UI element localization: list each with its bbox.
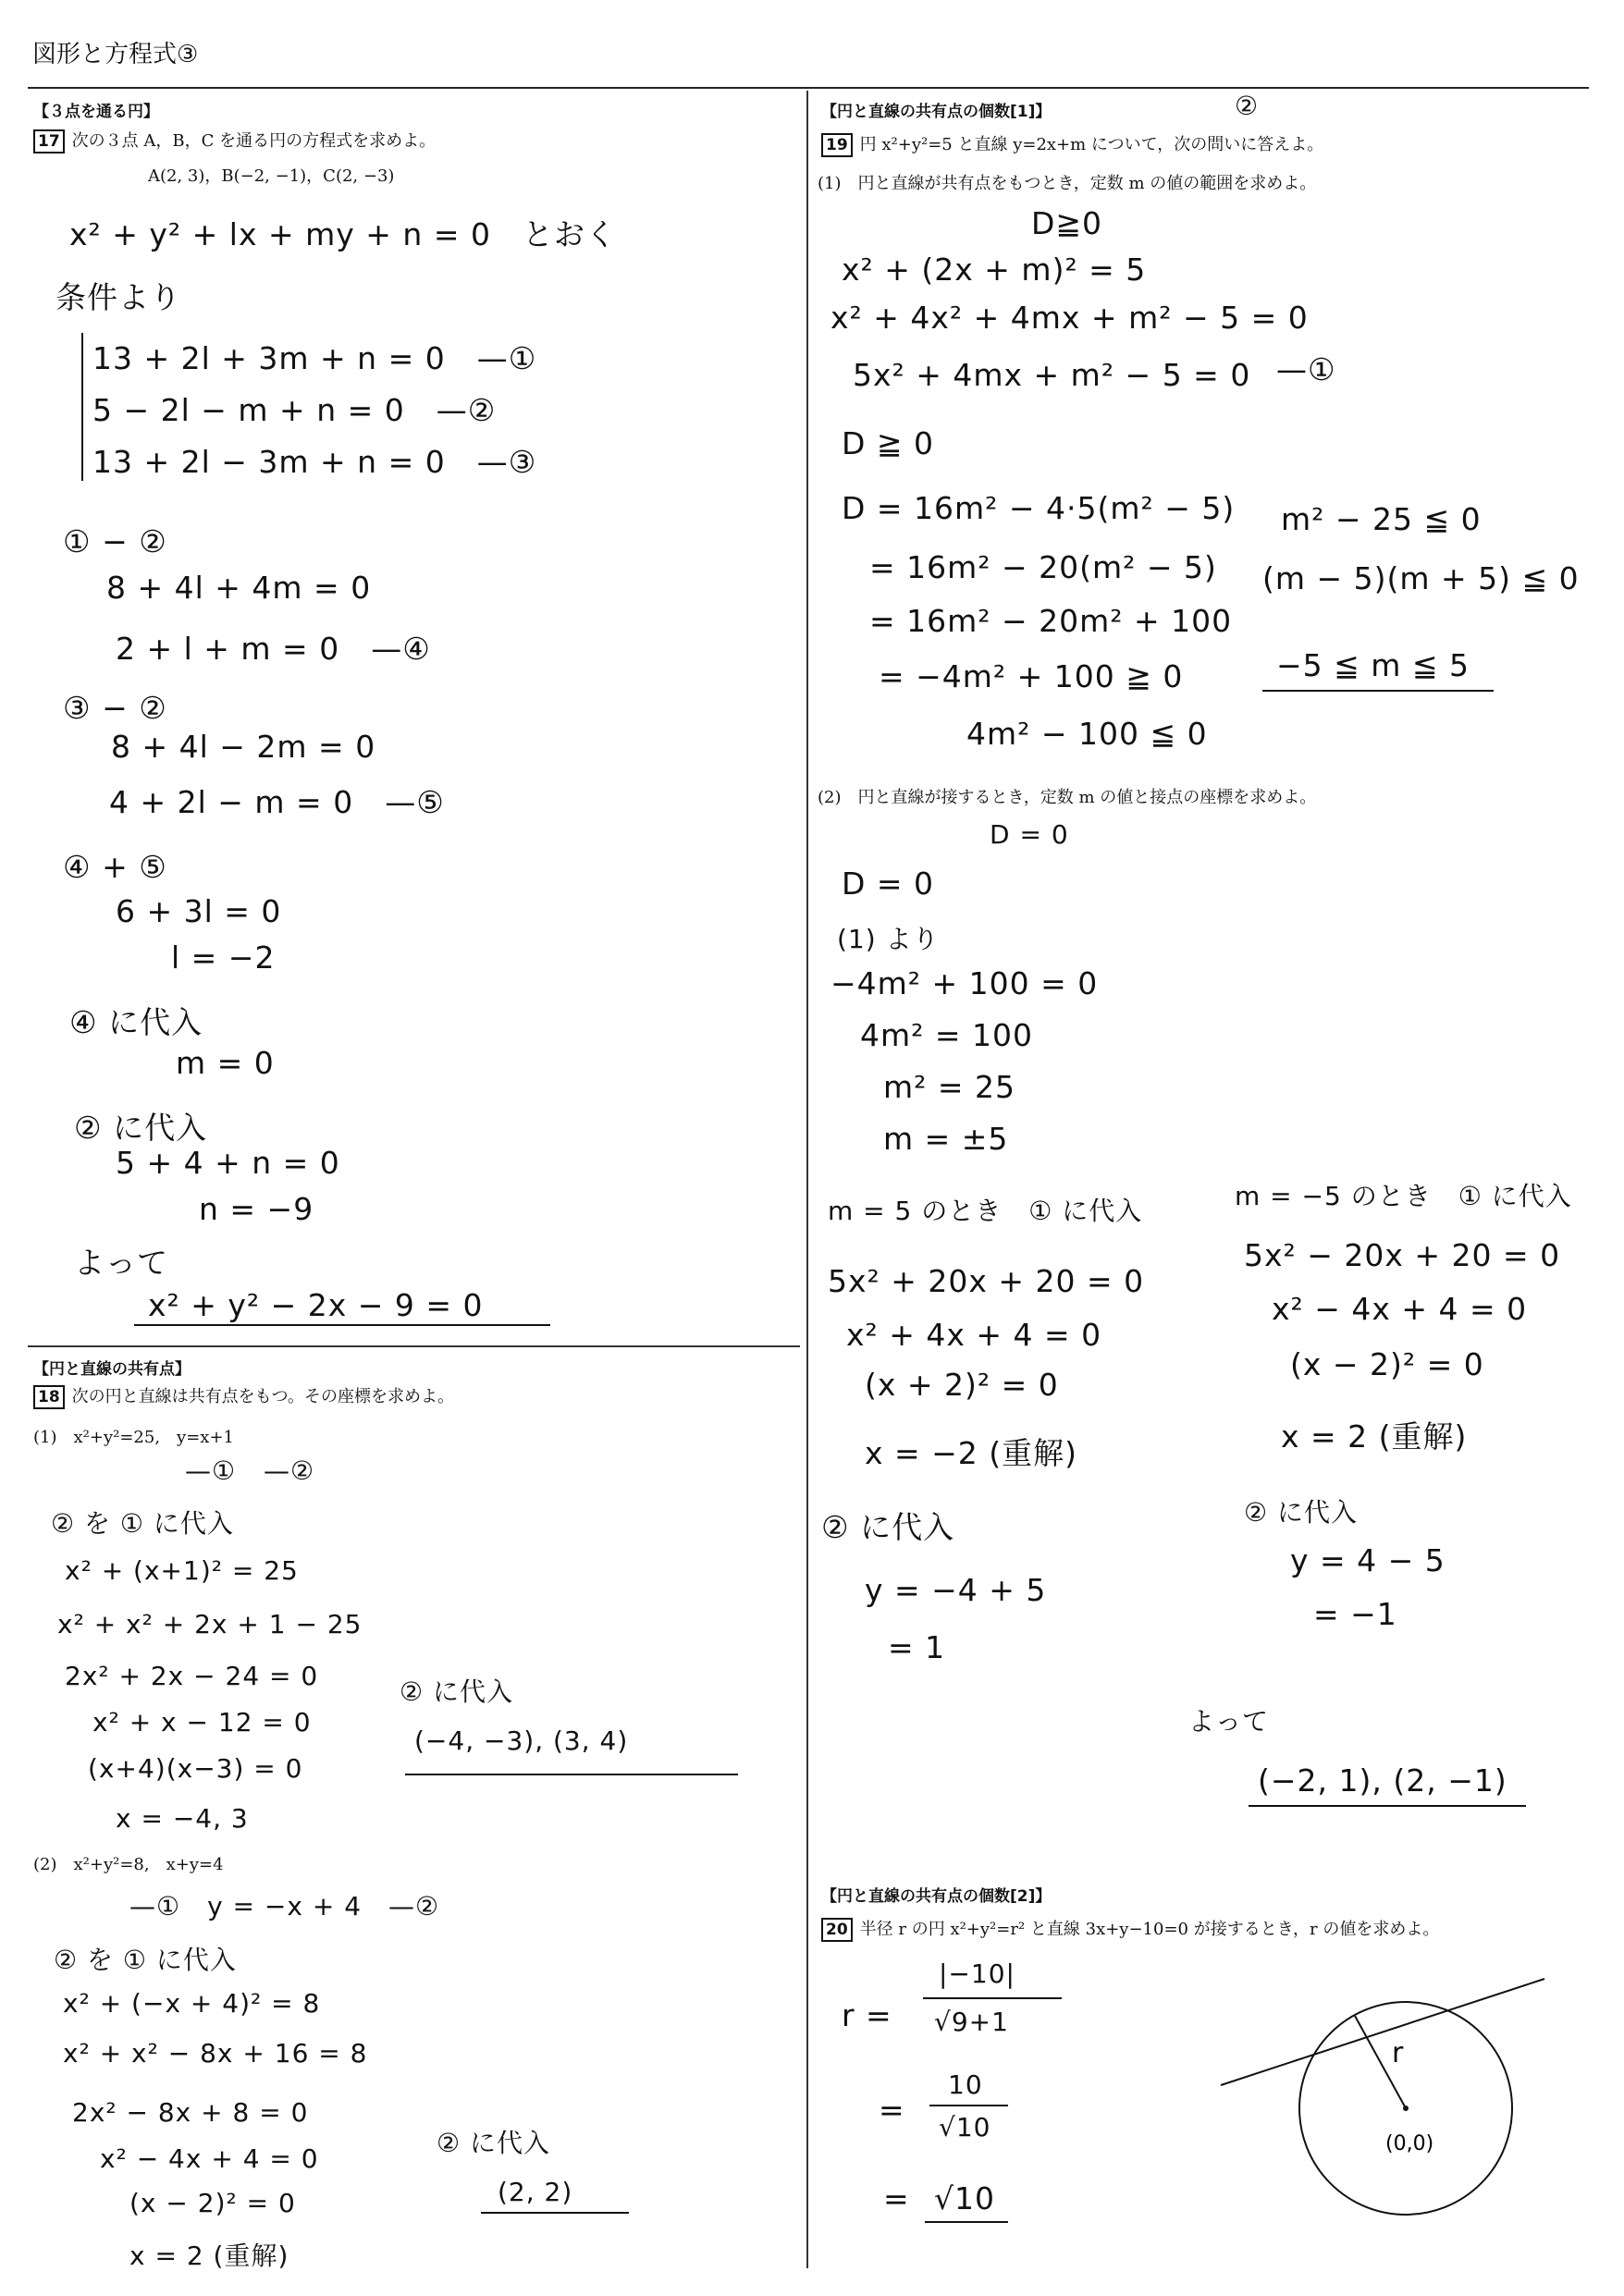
work-line: 5x² + 4mx + m² − 5 = 0 <box>853 357 1251 393</box>
work-line: −4m² + 100 = 0 <box>830 965 1099 1001</box>
problem-19 <box>821 131 1323 157</box>
work-line: r = <box>842 1997 892 2033</box>
problem-17-points: A(2, 3)，B(−2, −1)，C(2, −3) <box>148 166 395 186</box>
work-line: x² − 4x + 4 = 0 <box>100 2143 319 2174</box>
work-line: x² + y² + lx + my + n = 0 とおく <box>69 216 617 252</box>
answer-18-1: (−4, −3), (3, 4) <box>414 1725 629 1756</box>
work-line: 8 + 4l − 2m = 0 <box>111 729 376 765</box>
answer-19-1: −5 ≦ m ≦ 5 <box>1276 647 1470 683</box>
work-line: y = 4 − 5 <box>1290 1542 1446 1578</box>
work-line: —① <box>185 1455 237 1486</box>
problem-text: 半径 r の円 x²+y²=r² と直線 3x+y−10=0 が接するとき，r の値を求めよ。 <box>859 1920 1440 1939</box>
answer-underline <box>1262 690 1494 692</box>
problem-text: 円 x²+y²=5 と直線 y=2x+m について，次の問いに答えよ。 <box>859 135 1324 154</box>
work-line: m = ±5 <box>883 1121 1009 1157</box>
work-line: よって <box>1188 1706 1270 1737</box>
work-line: = 16m² − 20m² + 100 <box>869 603 1233 639</box>
work-line: = −1 <box>1313 1596 1397 1632</box>
work-line: x² + x² − 8x + 16 = 8 <box>63 2038 368 2069</box>
work-line: 5 − 2l − m + n = 0 —② <box>92 392 497 428</box>
work-line: x = 2 (重解) <box>1281 1418 1468 1455</box>
answer-19-2: (−2, 1), (2, −1) <box>1258 1762 1507 1799</box>
work-line: = 1 <box>888 1629 946 1665</box>
work-line: 5x² + 20x + 20 = 0 <box>828 1263 1145 1299</box>
fraction-numerator: |−10| <box>939 1958 1015 1989</box>
radius-label: r <box>1392 2037 1404 2069</box>
work-line: ④ に代入 <box>69 1004 203 1040</box>
work-line: D≧0 <box>1031 205 1103 241</box>
work-line: x² + x² + 2x + 1 − 25 <box>57 1609 363 1639</box>
answer-underline <box>134 1324 550 1326</box>
answer-20: √10 <box>934 2180 996 2216</box>
work-line: (x − 2)² = 0 <box>1290 1346 1484 1382</box>
column-divider <box>806 91 808 2268</box>
problem-number: 18 <box>33 1385 65 1409</box>
work-line: (x − 2)² = 0 <box>129 2188 296 2218</box>
problem-19-q2: (2) 円と直線が接するとき，定数 m の値と接点の座標を求めよ。 <box>818 788 1317 807</box>
answer-17: x² + y² − 2x − 9 = 0 <box>148 1287 484 1323</box>
tangent-line <box>1221 1979 1544 2085</box>
work-line: x² − 4x + 4 = 0 <box>1272 1291 1528 1327</box>
work-line: 13 + 2l − 3m + n = 0 —③ <box>92 444 537 480</box>
section-heading-count-2: 【円と直線の共有点の個数[2]】 <box>821 1887 1052 1906</box>
work-line: m = −5 のとき ① に代入 <box>1235 1181 1572 1211</box>
page-title: 図形と方程式③ <box>32 41 199 68</box>
fraction-denominator: √10 <box>939 2112 991 2143</box>
title-rule <box>28 87 1589 89</box>
work-line: = 16m² − 20(m² − 5) <box>869 549 1217 585</box>
problem-number: 17 <box>33 129 65 153</box>
work-line: D ≧ 0 <box>842 425 935 461</box>
work-line: 2 + l + m = 0 —④ <box>116 631 431 667</box>
work-line: ② に代入 <box>437 2128 551 2158</box>
work-line: x² + (−x + 4)² = 8 <box>63 1988 321 2019</box>
work-line: y = −4 + 5 <box>865 1572 1047 1608</box>
answer-underline <box>481 2212 629 2214</box>
work-line: 2x² − 8x + 8 = 0 <box>72 2097 309 2128</box>
work-line: m = 5 のとき ① に代入 <box>828 1196 1143 1226</box>
problem-text: 次の３点 A，B，C を通る円の方程式を求めよ。 <box>71 131 437 151</box>
work-line: 5x² − 20x + 20 = 0 <box>1244 1237 1561 1273</box>
work-line: x = −4, 3 <box>116 1803 249 1834</box>
problem-text: 次の円と直線は共有点をもつ。その座標を求めよ。 <box>71 1387 454 1406</box>
answer-underline <box>925 2221 1008 2223</box>
work-line: n = −9 <box>199 1191 314 1227</box>
answer-18-2: (2, 2) <box>498 2177 573 2207</box>
system-brace <box>81 333 83 481</box>
fraction-bar <box>923 1997 1062 1999</box>
work-line: (1) より <box>837 924 940 954</box>
work-line: = −4m² + 100 ≧ 0 <box>879 658 1184 694</box>
fraction-bar <box>929 2105 1008 2106</box>
work-line: x² + 4x + 4 = 0 <box>846 1317 1102 1353</box>
work-line: 4m² = 100 <box>860 1017 1033 1053</box>
work-line: = <box>883 2180 910 2216</box>
problem-18-q2: (2) x²+y²=8, x+y=4 <box>33 1855 224 1874</box>
section-divider <box>28 1345 800 1347</box>
work-line: D = 0 <box>842 866 935 902</box>
work-line: x² + 4x² + 4mx + m² − 5 = 0 <box>830 300 1309 336</box>
work-line: ④ + ⑤ <box>63 849 167 885</box>
work-line: (x + 2)² = 0 <box>865 1367 1059 1403</box>
work-line: m = 0 <box>176 1045 275 1081</box>
section-heading-intersection: 【円と直線の共有点】 <box>33 1360 191 1379</box>
work-line: x² + (2x + m)² = 5 <box>842 252 1147 288</box>
work-line: 5 + 4 + n = 0 <box>116 1145 340 1181</box>
work-line: x = −2 (重解) <box>865 1435 1078 1471</box>
problem-17 <box>33 128 436 153</box>
problem-18-q1: (1) x²+y²=25, y=x+1 <box>33 1428 234 1447</box>
work-line: x² + (x+1)² = 25 <box>65 1555 299 1586</box>
work-line: x² + x − 12 = 0 <box>92 1707 312 1737</box>
work-line: l = −2 <box>171 939 276 976</box>
fraction-numerator: 10 <box>948 2069 983 2100</box>
work-line: x = 2 (重解) <box>129 2241 289 2271</box>
work-line: m² = 25 <box>883 1069 1015 1105</box>
problem-19-q1: (1) 円と直線が共有点をもつとき，定数 m の値の範囲を求めよ。 <box>818 174 1317 193</box>
center-point <box>1403 2106 1409 2111</box>
tangent-circle-figure <box>1221 1923 1581 2256</box>
answer-underline <box>405 1774 738 1775</box>
section-heading-count-1: 【円と直線の共有点の個数[1]】 <box>821 103 1052 121</box>
work-line: —① <box>1276 351 1336 387</box>
work-line: ② に代入 <box>1244 1497 1359 1528</box>
work-line: —② <box>264 1455 315 1486</box>
work-line: (m − 5)(m + 5) ≦ 0 <box>1262 560 1580 596</box>
work-line: ② を ① に代入 <box>51 1508 234 1539</box>
work-line: 4m² − 100 ≦ 0 <box>966 716 1208 752</box>
work-line: = <box>879 2092 905 2128</box>
work-line: 4 + 2l − m = 0 —⑤ <box>109 784 445 820</box>
work-line: 条件より <box>55 279 181 315</box>
fraction-denominator: √9+1 <box>934 2007 1009 2037</box>
answer-underline <box>1249 1805 1526 1807</box>
work-line: ② に代入 <box>74 1110 208 1146</box>
problem-18 <box>33 1383 454 1409</box>
work-line: ② に代入 <box>400 1676 514 1707</box>
work-line: 13 + 2l + 3m + n = 0 —① <box>92 340 537 376</box>
problem-number: 20 <box>821 1918 853 1942</box>
work-line: D = 16m² − 4·5(m² − 5) <box>842 490 1236 526</box>
work-line: ① − ② <box>63 523 167 559</box>
problem-number: 19 <box>821 133 853 157</box>
work-line: m² − 25 ≦ 0 <box>1281 501 1482 537</box>
work-line: 2x² + 2x − 24 = 0 <box>65 1661 319 1691</box>
section-heading-three-points: 【３点を通る円】 <box>33 103 159 121</box>
work-line: D = 0 <box>990 819 1069 850</box>
hand-mark: ② <box>1235 91 1260 121</box>
work-line: ③ − ② <box>63 690 167 726</box>
work-line: (x+4)(x−3) = 0 <box>88 1753 303 1784</box>
work-line: ② に代入 <box>821 1509 955 1545</box>
work-line: よって <box>74 1245 168 1281</box>
work-line: 6 + 3l = 0 <box>116 893 282 929</box>
work-line: —① y = −x + 4 —② <box>129 1891 440 1922</box>
center-label: (0,0) <box>1385 2132 1434 2155</box>
work-line: 8 + 4l + 4m = 0 <box>106 570 372 606</box>
work-line: ② を ① に代入 <box>54 1945 237 1975</box>
